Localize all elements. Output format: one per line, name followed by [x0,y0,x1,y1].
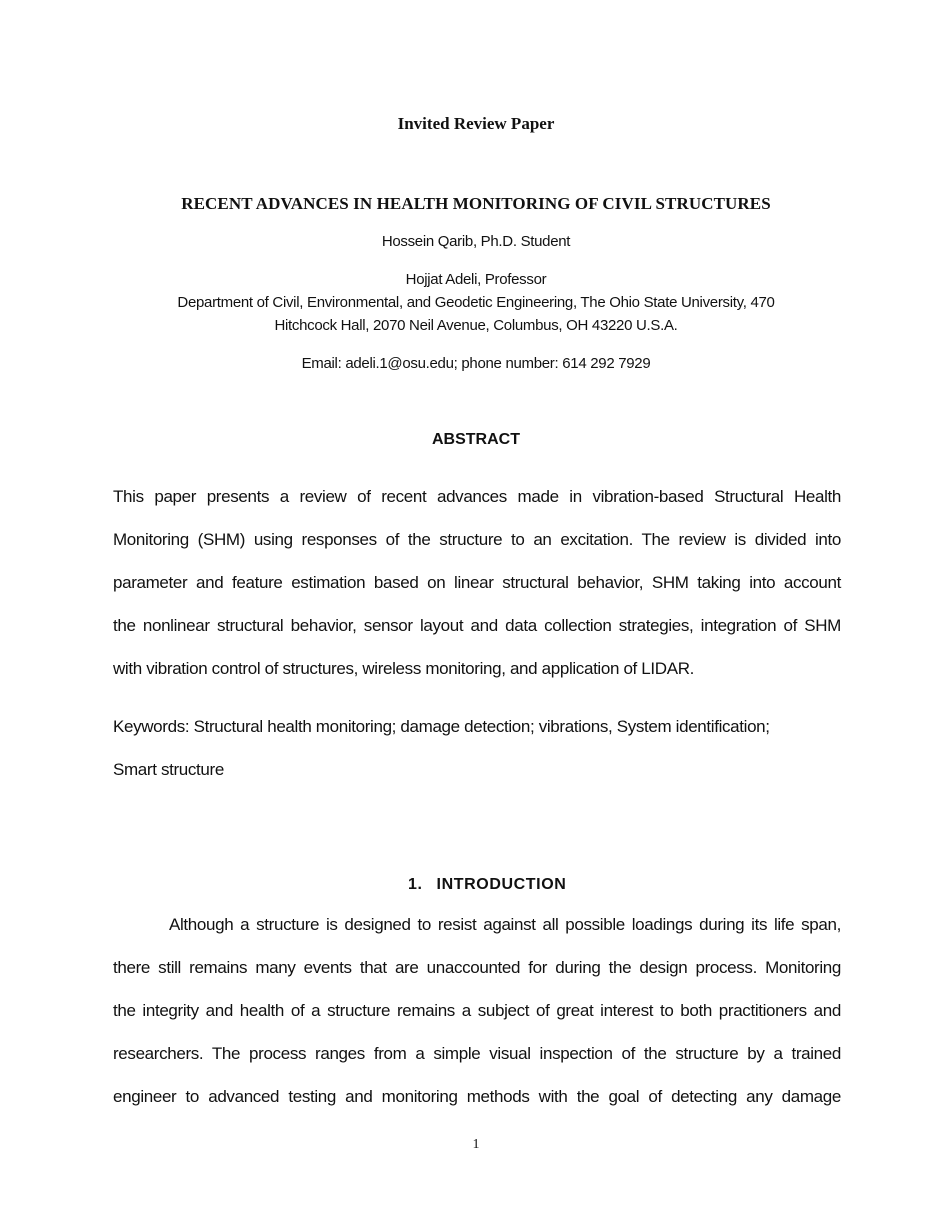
affiliation-line-2: Hitchcock Hall, 2070 Neil Avenue, Columbus, OH 43220 U.S.A. [274,317,678,334]
introduction-body [113,914,841,1129]
keywords [113,716,841,802]
intro-line: there still remains many events that are unaccounted for during the design process. Monitoring [113,958,841,977]
section-number: 1. [408,876,423,893]
keywords-line: Smart structure [113,760,224,779]
intro-line: Although a structure is designed to resist against all possible loadings during its life span, [169,915,841,934]
paper-title: RECENT ADVANCES IN HEALTH MONITORING OF CIVIL STRUCTURES [181,194,771,213]
contact-email: Email: adeli.1@osu.edu; phone number: 614 292 7929 [301,355,651,372]
intro-line: engineer to advanced testing and monitoring methods with the goal of detecting any damage [113,1087,841,1106]
intro-line: researchers. The process ranges from a simple visual inspection of the structure by a trained [113,1044,841,1063]
author-1: Hossein Qarib, Ph.D. Student [381,233,571,250]
author-2: Hojjat Adeli, Professor [405,271,547,288]
abstract-line: parameter and feature estimation based on linear structural behavior, SHM taking into account [113,573,841,592]
abstract-line: with vibration control of structures, wireless monitoring, and application of LIDAR. [113,659,694,678]
page-number: 1 [472,1137,480,1152]
introduction-heading [408,876,566,894]
abstract-line: This paper presents a review of recent advances made in vibration-based Structural Health [113,487,841,506]
affiliation-line-1: Department of Civil, Environmental, and Geodetic Engineering, The Ohio State University, 470 [177,294,775,311]
abstract-line: the nonlinear structural behavior, sensor layout and data collection strategies, integration of SHM [113,616,841,635]
intro-line: the integrity and health of a structure remains a subject of great interest to both practitioners and [113,1001,841,1020]
section-title: INTRODUCTION [436,876,567,893]
paper-type-label: Invited Review Paper [397,114,555,133]
abstract-body [113,486,841,701]
abstract-line: Monitoring (SHM) using responses of the structure to an excitation. The review is divided into [113,530,841,549]
abstract-heading: ABSTRACT [432,431,520,448]
keywords-line: Keywords: Structural health monitoring; damage detection; vibrations, System identification; [113,717,770,736]
